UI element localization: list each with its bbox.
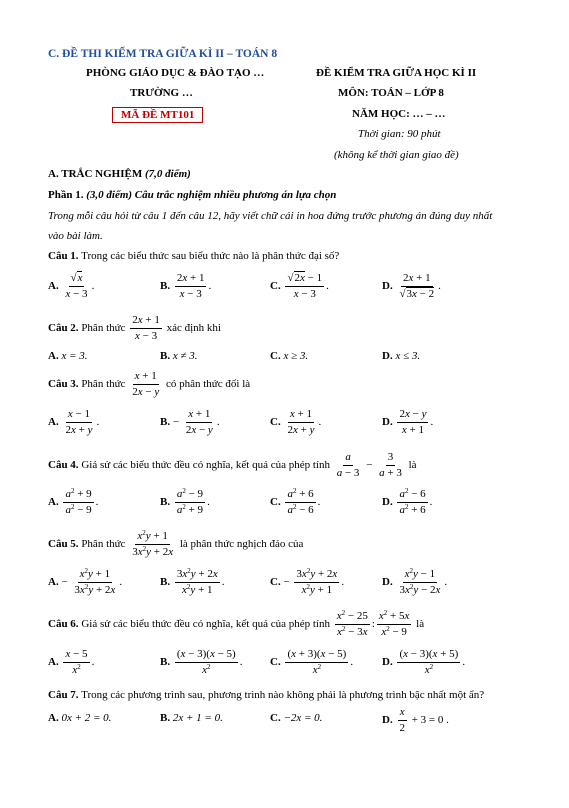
exam-code: MÃ ĐỀ MT101 <box>112 107 203 123</box>
time-note: (không kể thời gian giao đề) <box>334 149 459 161</box>
q1-option-d[interactable]: D. $\frac{2x + 1}{√3x - 2}$ . <box>382 272 441 300</box>
q3-option-b[interactable]: B. − $\frac{x + 1}{2x - y}$ . <box>160 408 220 436</box>
q3-option-d[interactable]: D. $\frac{2x - y}{x + 1}$ . <box>382 408 434 436</box>
q2-option-d[interactable]: D. x ≤ 3. <box>382 350 421 362</box>
part-1-heading: Phần 1. (3,0 điểm) Câu trắc nghiệm nhiều phương án lựa chọn <box>48 189 337 201</box>
q5-option-c[interactable]: C. − $\frac{3x^2y + 2x}{x^2y + 1}$ . <box>270 567 345 596</box>
q1-option-a[interactable]: A. $\frac{√x}{x - 3}$ . <box>48 272 95 300</box>
q6-option-b[interactable]: B. $\frac{(x - 3)(x - 5)}{x^2}$ . <box>160 648 243 676</box>
department-name: PHÒNG GIÁO DỤC & ĐÀO TẠO … <box>86 67 265 79</box>
part-a-title: A. TRẮC NGHIỆM (7,0 điểm) <box>48 168 191 180</box>
q2-option-a[interactable]: A. x = 3. <box>48 350 88 362</box>
q5-option-d[interactable]: D. $\frac{x^2y - 1}{3x^2y - 2x}$ . <box>382 567 448 596</box>
question-1: Câu 1. Trong các biểu thức sau biểu thức nào là phân thức đại số? <box>48 250 340 262</box>
q1-option-c[interactable]: C. $\frac{√2x - 1}{x - 3}$ . <box>270 272 329 300</box>
q1-option-b[interactable]: B. $\frac{2x + 1}{x - 3}$ . <box>160 272 212 300</box>
q5-option-a[interactable]: A. − $\frac{x^2y + 1}{3x^2y + 2x}$ . <box>48 567 123 596</box>
q2-option-c[interactable]: C. x ≥ 3. <box>270 350 309 362</box>
q7-option-a[interactable]: A. 0x + 2 = 0. <box>48 712 112 724</box>
q4-option-c[interactable]: C. $\frac{a^2 + 6}{a^2 - 6}$ . <box>270 487 321 516</box>
question-4: Câu 4. Giả sử các biểu thức đều có nghĩa, kết quả của phép tính $\frac{a}{a - 3}$ − $\frac{3}{a + 3}$ là <box>48 451 417 479</box>
question-2: Câu 2. Phân thức $\frac{2x + 1}{x - 3}$ xác định khi <box>48 314 221 342</box>
q6-option-d[interactable]: D. $\frac{(x - 3)(x + 5)}{x^2}$ . <box>382 648 466 676</box>
school-name: TRƯỜNG … <box>130 87 193 99</box>
exam-title: ĐỀ KIỂM TRA GIỮA HỌC KÌ II <box>316 67 477 79</box>
instruction-line-2: vào bài làm. <box>48 230 103 242</box>
q5-option-b[interactable]: B. $\frac{3x^2y + 2x}{x^2y + 1}$ . <box>160 567 225 596</box>
q3-option-c[interactable]: C. $\frac{x + 1}{2x + y}$ . <box>270 408 322 436</box>
question-6: Câu 6. Giả sử các biểu thức đều có nghĩa, kết quả của phép tính $\frac{x^2 - 25}{x^2 - 3x}$ : $\frac{x^2 + 5x}{x^2 - 9}$ là <box>48 609 425 638</box>
q7-option-b[interactable]: B. 2x + 1 = 0. <box>160 712 223 724</box>
question-5: Câu 5. Phân thức $\frac{x^2y + 1}{3x^2y + 2x}$ là phân thức nghịch đảo của <box>48 529 304 558</box>
exam-time: Thời gian: 90 phút <box>358 128 441 140</box>
school-year: NĂM HỌC: … – … <box>352 108 446 120</box>
q4-option-a[interactable]: A. $\frac{a^2 + 9}{a^2 - 9}$ . <box>48 487 99 516</box>
q4-option-d[interactable]: D. $\frac{a^2 - 6}{a^2 + 6}$ . <box>382 487 433 516</box>
section-title: C. ĐỀ THI KIỂM TRA GIỮA KÌ II – TOÁN 8 <box>48 48 278 60</box>
question-7: Câu 7. Trong các phương trình sau, phương trình nào không phải là phương trình bậc nhất một ẩn? <box>48 689 485 701</box>
instruction-line-1: Trong mỗi câu hỏi từ câu 1 đến câu 12, hãy viết chữ cái in hoa đứng trước phương án đúng duy nhất <box>48 210 493 222</box>
q3-option-a[interactable]: A. $\frac{x - 1}{2x + y}$ . <box>48 408 100 436</box>
q4-option-b[interactable]: B. $\frac{a^2 - 9}{a^2 + 9}$ . <box>160 487 210 516</box>
exam-subject: MÔN: TOÁN – LỚP 8 <box>338 87 444 99</box>
q2-option-b[interactable]: B. x ≠ 3. <box>160 350 198 362</box>
q7-option-d[interactable]: D. $\frac{x}{2}$ + 3 = 0 . <box>382 706 449 734</box>
q7-option-c[interactable]: C. −2x = 0. <box>270 712 323 724</box>
q6-option-c[interactable]: C. $\frac{(x + 3)(x - 5)}{x^2}$ . <box>270 648 354 676</box>
q6-option-a[interactable]: A. $\frac{x - 5}{x^2}$ . <box>48 648 95 676</box>
question-3: Câu 3. Phân thức $\frac{x + 1}{2x - y}$ có phân thức đối là <box>48 370 251 398</box>
